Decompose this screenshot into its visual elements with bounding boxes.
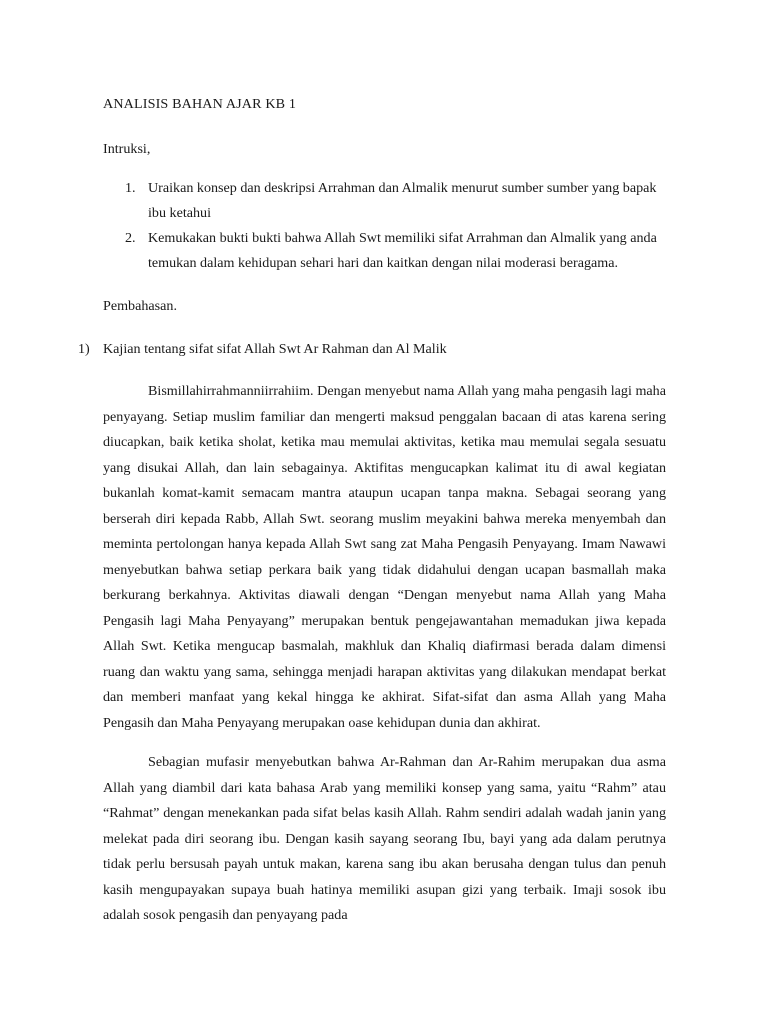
instructions-list bbox=[103, 176, 666, 276]
instruction-item bbox=[103, 176, 666, 226]
instruction-text: Kemukakan bukti bukti bahwa Allah Swt memiliki sifat Arrahman dan Almalik yang anda temukan dalam kehidupan sehari hari dan kaitkan dengan nilai moderasi beragama. bbox=[148, 230, 657, 271]
instruction-number: 1. bbox=[125, 180, 136, 196]
instructions-label: Intruksi, bbox=[103, 141, 151, 157]
section-heading bbox=[78, 337, 666, 361]
body-paragraph: Sebagian mufasir menyebutkan bahwa Ar-Rahman dan Ar-Rahim merupakan dua asma Allah yang diambil dari kata bahasa Arab yang memiliki konsep yang sama, yaitu “Rahm” atau “Rahmat” dengan menekankan pada sifat belas kasih Allah. Rahm sendiri adalah wadah janin yang melekat pada diri seorang ibu. Dengan kasih sayang seorang Ibu, bayi yang ada dalam perutnya tidak perlu bersusah payah untuk makan, karena sang ibu akan berusaha dengan tulus dan penuh kasih mengupayakan supaya buah hatinya memiliki asupan gizi yang terbaik. Imaji sosok ibu adalah sosok pengasih dan penyayang pada bbox=[103, 754, 666, 923]
instruction-item bbox=[103, 226, 666, 276]
discussion-label: Pembahasan. bbox=[103, 298, 177, 314]
instruction-number: 2. bbox=[125, 230, 136, 246]
section-number: 1) bbox=[78, 341, 90, 357]
section-heading-text: Kajian tentang sifat sifat Allah Swt Ar Rahman dan Al Malik bbox=[103, 341, 447, 357]
body-paragraph: Bismillahirrahmanniirrahiim. Dengan menyebut nama Allah yang maha pengasih lagi maha penyayang. Setiap muslim familiar dan mengerti maksud penggalan bacaan di atas karena sering diucapkan, baik ketika sholat, ketika mau memulai aktivitas, ketika mau memulai segala sesuatu yang disukai Allah, dan lain sebagainya. Aktifitas mengucapkan kalimat itu di awal kegiatan bukanlah komat-kamit semacam mantra ataupun ucapan tanpa makna. Sebagai seorang yang berserah diri kepada Rabb, Allah Swt. seorang muslim meyakini bahwa mereka menyembah dan meminta pertolongan hanya kepada Allah Swt sang zat Maha Pengasih Penyayang. Imam Nawawi menyebutkan bahwa setiap perkara baik yang tidak didahului dengan ucapan basmallah maka berkurang berkahnya. Aktivitas diawali dengan “Dengan menyebut nama Allah yang Maha Pengasih lagi Maha Penyayang” merupakan bentuk pengejawantahan memadukan jiwa kepada Allah Swt. Ketika mengucap basmalah, makhluk dan Khaliq diafirmasi berada dalam dimensi ruang dan waktu yang sama, sehingga menjadi harapan aktivitas yang dilakukan mendapat berkat dan memberi manfaat yang kekal hingga ke akhirat. Sifat-sifat dan asma Allah yang Maha Pengasih dan Maha Penyayang merupakan oase kehidupan dunia dan akhirat. bbox=[103, 383, 666, 731]
instruction-text: Uraikan konsep dan deskripsi Arrahman dan Almalik menurut sumber sumber yang bapak ibu ketahui bbox=[148, 180, 657, 221]
document-title: ANALISIS BAHAN AJAR KB 1 bbox=[103, 96, 297, 112]
